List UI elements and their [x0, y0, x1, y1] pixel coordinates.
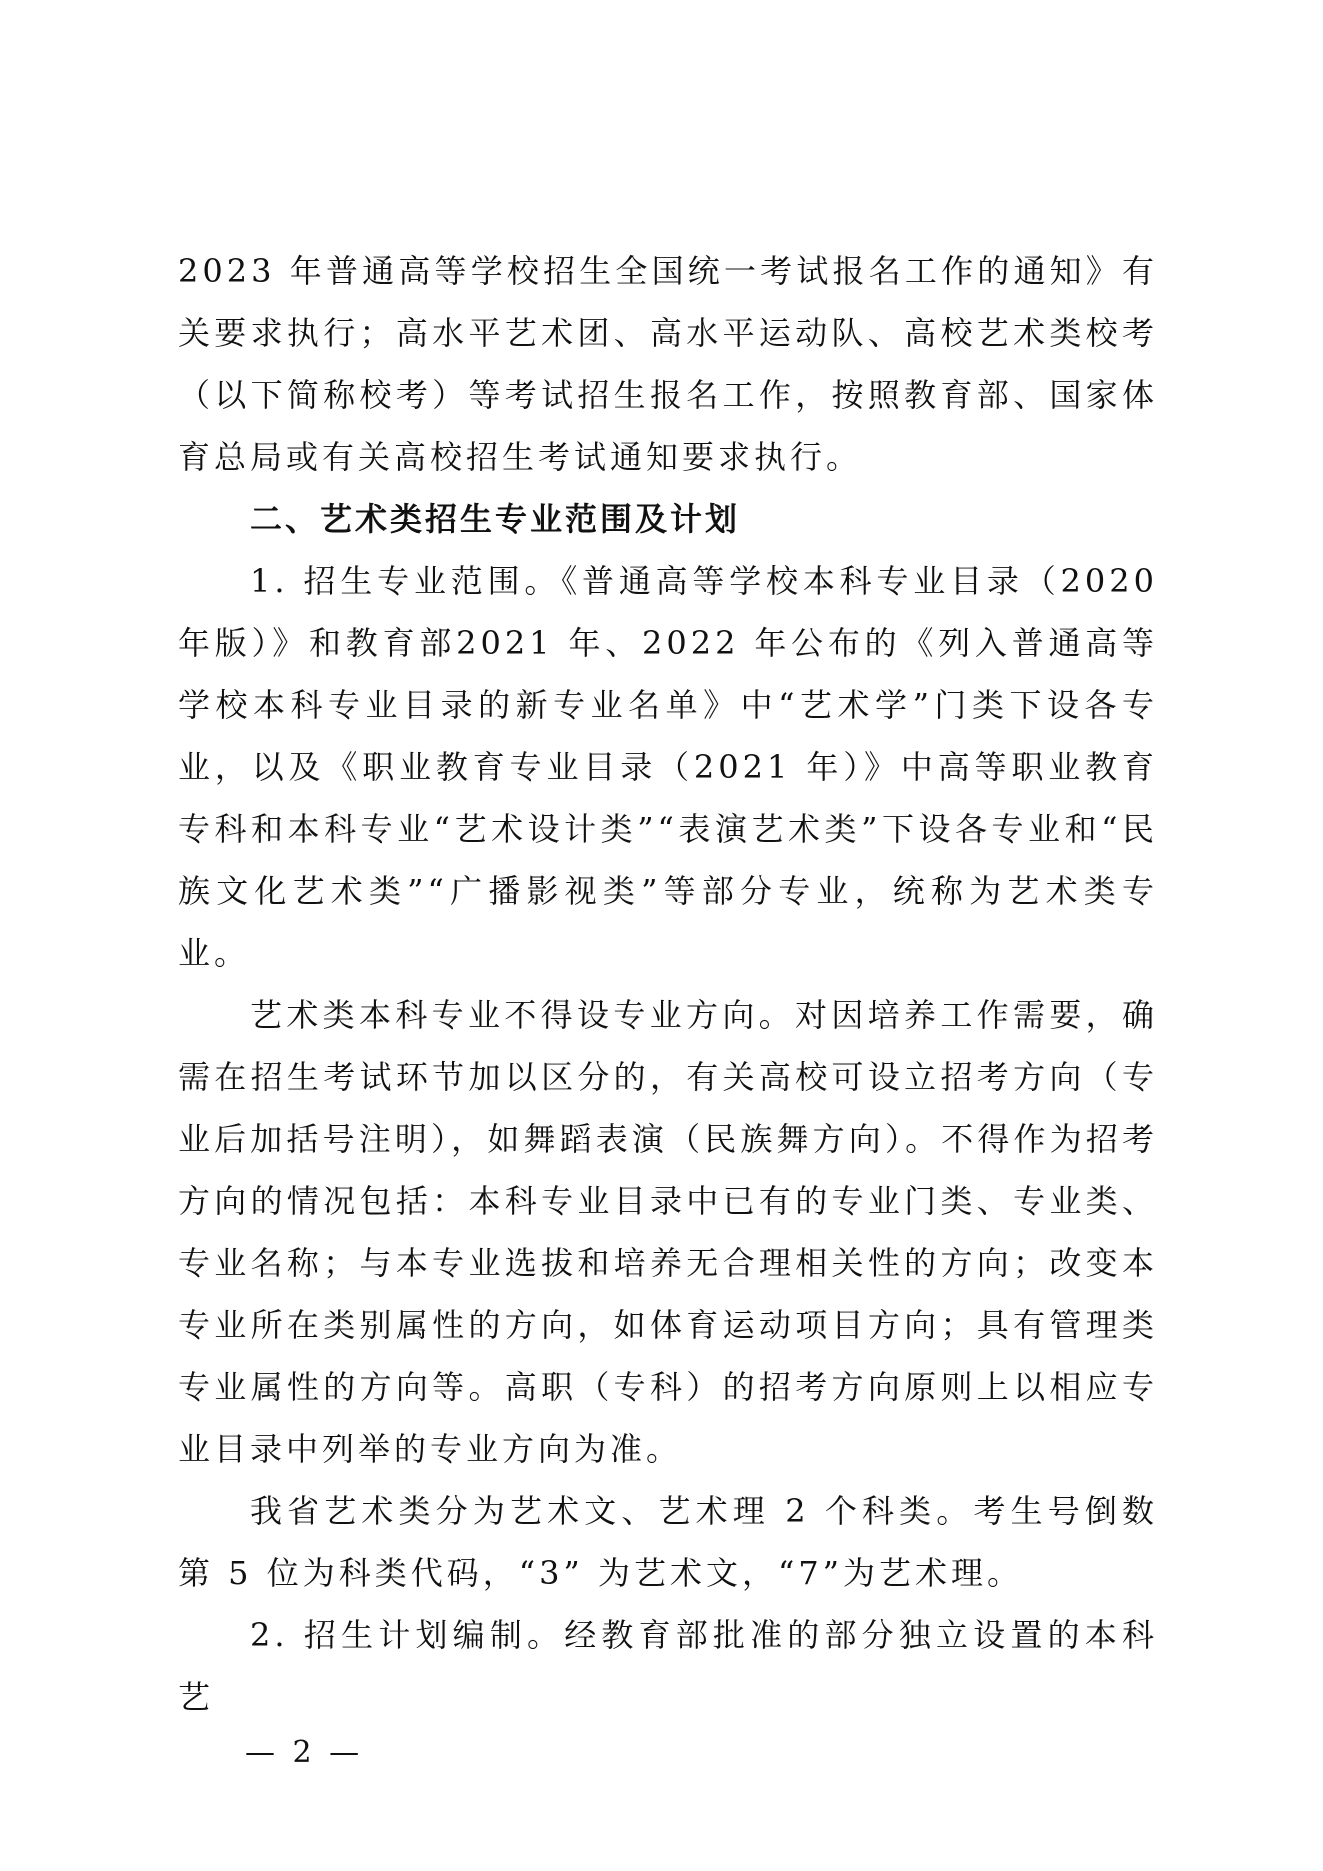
paragraph-enrollment-plan: 2. 招生计划编制。经教育部批准的部分独立设置的本科艺 [178, 1616, 1158, 1716]
paragraph-art-categories: 我省艺术类分为艺术文、艺术理 2 个科类。考生号倒数第 5 位为科类代码，“3” 为艺术文，“7”为艺术理。 [178, 1492, 1158, 1592]
paragraph-major-direction-rules: 艺术类本科专业不得设专业方向。对因培养工作需要，确需在招生考试环节加以区分的，有关高校可设立招考方向（专业后加括号注明），如舞蹈表演（民族舞方向）。不得作为招考方向的情况包括：本科专业目录中已有的专业门类、专业类、专业名称；与本专业选拔和培养无合理相关性的方向；改变本专业所在类别属性的方向，如体育运动项目方向；具有管理类专业属性的方向等。高职（专科）的招考方向原则上以相应专业目录中列举的专业方向为准。 [178, 996, 1158, 1468]
section-heading-art-admission-scope: 二、艺术类招生专业范围及计划 [250, 500, 741, 538]
page-number: — 2 — [245, 1735, 364, 1770]
paragraph-registration-requirements: 2023 年普通高等学校招生全国统一考试报名工作的通知》有关要求执行；高水平艺术团、高水平运动队、高校艺术类校考（以下简称校考）等考试招生报名工作，按照教育部、国家体育总局或有关高校招生考试通知要求执行。 [178, 252, 1158, 476]
paragraph-admission-major-scope: 1. 招生专业范围。《普通高等学校本科专业目录（2020 年版）》和教育部2021 年、2022 年公布的《列入普通高等学校本科专业目录的新专业名单》中“艺术学”门类下设各专业，以及《职业教育专业目录（2021 年）》中高等职业教育专科和本科专业“艺术设计类”“表演艺术类”下设各专业和“民族文化艺术类”“广播影视类”等部分专业，统称为艺术类专业。 [178, 562, 1158, 972]
document-body [178, 240, 1158, 1728]
